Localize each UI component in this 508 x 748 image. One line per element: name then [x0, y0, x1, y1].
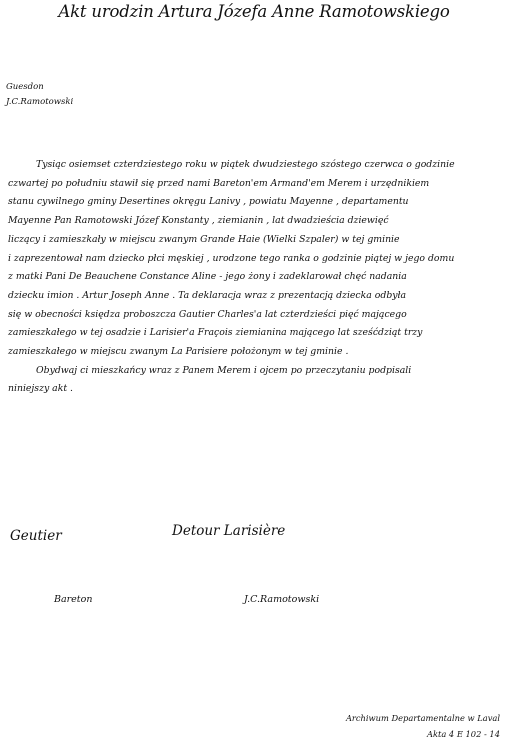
note-ramotowski: J.C.Ramotowski	[6, 97, 74, 107]
body-line: niniejszy akt .	[8, 383, 74, 395]
body-line: z matki Pani De Beauchene Constance Aline - jego żony i zadeklarował chęć nadania	[8, 271, 407, 283]
body-line: czwartej po południu stawił się przed nami Bareton'em Armand'em Merem i urzędnikiem	[8, 177, 430, 189]
signature-ramotowski: J.C.Ramotowski	[244, 594, 320, 605]
body-line: dziecku imion . Artur Joseph Anne . Ta deklaracja wraz z prezentacją dziecka odbyła	[8, 289, 407, 301]
note-guesdon: Guesdon	[6, 82, 44, 92]
document-title: Akt urodzin Artura Józefa Anne Ramotowskiego	[58, 2, 450, 21]
archive-source: Archiwum Departamentalne w Laval	[345, 713, 500, 723]
signature-bareton: Bareton	[54, 594, 93, 605]
body-line: Tysiąc osiemset czterdziestego roku w piątek dwudziestego szóstego czerwca o godzinie	[36, 159, 455, 170]
archive-reference: Akta 4 E 102 - 14	[426, 729, 500, 739]
body-line: i zaprezentował nam dziecko płci męskiej , urodzone tego ranka o godzinie piątej w jego domu	[8, 252, 455, 264]
signature-detour-larisiere: Detour Larisière	[172, 523, 286, 539]
body-line: stanu cywilnego gminy Desertines okręgu Lanivy , powiatu Mayenne , departamentu	[8, 196, 409, 208]
signature-geutier: Geutier	[10, 528, 62, 544]
body-line: się w obecności księdza proboszcza Gautier Charles'a lat czterdzieści pięć mającego	[8, 308, 407, 320]
body-line: zamieszkałego w tej osadzie i Larisier'a Fraçois ziemianina mającego lat sześćdziąt trzy	[8, 327, 423, 339]
body-line: Mayenne Pan Ramotowski Józef Konstanty , ziemianin , lat dwadzieścia dziewięć	[8, 215, 389, 227]
body-line: zamieszkałego w miejscu zwanym La Parisiere położonym w tej gminie .	[8, 346, 349, 358]
body-line: Obydwaj ci mieszkańcy wraz z Panem Merem i ojcem po przeczytaniu podpisali	[36, 364, 412, 376]
body-line: liczący i zamieszkały w miejscu zwanym Grande Haie (Wielki Szpaler) w tej gminie	[8, 233, 400, 245]
document-body	[8, 156, 498, 399]
